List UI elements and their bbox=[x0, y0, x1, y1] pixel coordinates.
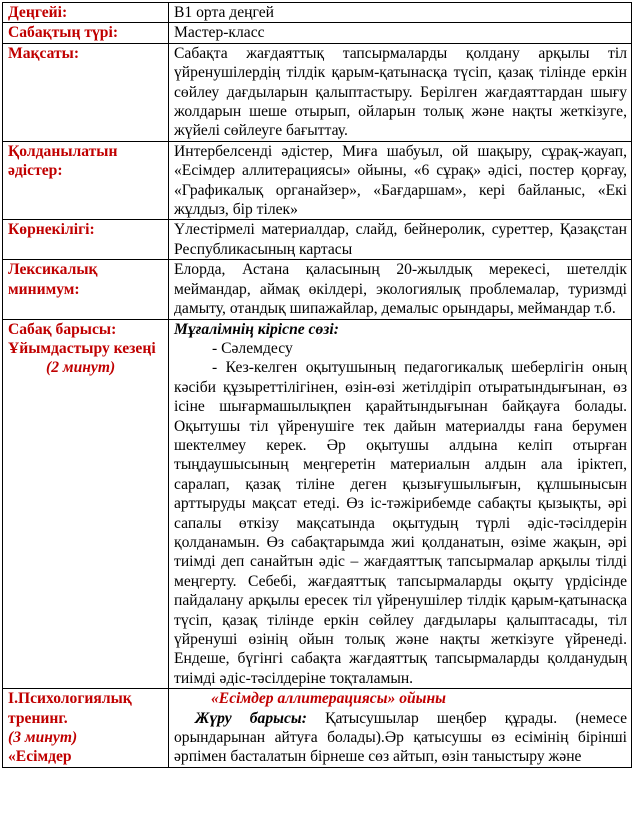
progress-time: (2 минут) bbox=[46, 359, 116, 377]
level-value: В1 орта деңгей bbox=[169, 3, 632, 23]
lesson-type-label: Сабақтың түрі: bbox=[3, 23, 169, 43]
lesson-plan-table bbox=[2, 2, 632, 768]
visuals-label: Көрнекілігі: bbox=[3, 220, 169, 260]
lexical-label: Лексикалық минимум: bbox=[3, 260, 169, 319]
row-level bbox=[3, 3, 632, 23]
row-methods bbox=[3, 141, 632, 220]
row-training bbox=[3, 689, 632, 768]
progress-content bbox=[169, 319, 632, 689]
game-procedure bbox=[174, 709, 627, 767]
training-label: І.Психологиялық тренинг. bbox=[8, 690, 132, 727]
training-content bbox=[169, 689, 632, 768]
training-time: (3 минут) bbox=[8, 729, 78, 747]
intro-body: - Кез-келген оқытушының педагогикалық шеберлігін оның кәсіби құзыреттілігінен, өзін-өзі жетілдіріп отыратындығынан, өз ісіне шығармашылықпен қарайтындығынан байқауға болады. Оқытушы тіл үйренушіге тек дайын материалды ғана берумен шектелмеу керек. Әр оқытушы алдына келіп отырған тыңдаушысының меңгеретін материалын алдын ала іріктеп, саралап, қазақ тіліне деген қызығушылығын, құлшынысын арттыруды мақсат етеді. Өз іс-тәжірибемде сабақты қызықты, әрі сапалы өткізу мақсатында оқытудың түрлі әдіс-тәсілдерін қолданамын. Өз сабақтарымда жиі қолданатын, өзіме жақын, әрі тиімді деп санайтын әдіс – жағдаяттық тапсырмалар арқылы тілді меңгерту. Себебі, жағдаяттық тапсырмаларды оқыту үрдісінде пайдалану арқылы ересек тіл үйренушілер тілдік қарым-қатынасқа түсіп, қазақ тілінде еркін сөйлеу дағдылары қалыптасады, тіл үйренуші өзінің ойын толық және нақты жеткізуге үйренеді. Ендеше, бүгінгі сабақта жағдаяттық тапсырмаларды қолданудың тиімді әдіс-тәсілдеріне тоқталамын. bbox=[174, 359, 627, 687]
row-visuals bbox=[3, 220, 632, 260]
progress-label-cell bbox=[3, 319, 169, 689]
procedure-text: Қатысушылар шеңбер құрады. (немесе орындарынан айтуға болады).Әр қатысушы өз есімінің бірінші әрпімен басталатын бірнеше сөз айтып, өзін таныстыру және bbox=[174, 709, 627, 766]
goal-value: Сабақта жағдаяттық тапсырмаларды қолдану арқылы тіл үйренушілердің тілдік қарым-қатынасқа түсіп, қазақ тілінде еркін сөйлеу дағдыларын қалыптастыру. Берілген жағдаяттардан шығу жолдарын шеше отырып, ойларын толық және нақты жеткізуге, жүйелі сөйлеуге бағыттау. bbox=[169, 43, 632, 141]
training-label-tail: «Есімдер bbox=[8, 748, 72, 766]
methods-label: Қолданылатын әдістер: bbox=[3, 141, 169, 220]
teacher-intro-heading: Мұғалімнің кіріспе сөзі: bbox=[174, 320, 339, 338]
game-title: «Есімдер аллитерациясы» ойыны bbox=[211, 690, 446, 708]
row-goal bbox=[3, 43, 632, 141]
row-progress bbox=[3, 319, 632, 689]
procedure-label: Жүру барысы: bbox=[195, 709, 307, 727]
progress-label: Сабақ барысы: Ұйымдастыру кезеңі bbox=[8, 320, 156, 357]
row-lexical bbox=[3, 260, 632, 319]
lexical-value: Елорда, Астана қаласының 20-жылдық мерекесі, шетелдік меймандар, аймақ өкілдері, экологиялық проблемалар, туризмді дамыту, отандық шипажайлар, демалыс орындары, меймандар т.б. bbox=[169, 260, 632, 319]
row-lesson-type bbox=[3, 23, 632, 43]
level-label: Деңгейі: bbox=[3, 3, 169, 23]
methods-value: Интербелсенді әдістер, Миға шабуыл, ой шақыру, сұрақ-жауап, «Есімдер аллитерациясы» ойыны, «6 сұрақ» әдісі, постер қорғау, «Графикалық органайзер», «Бағдаршам», кері байланыс, «Екі жұлдыз, бір тілек» bbox=[169, 141, 632, 220]
greeting-item: - Сәлемдесу bbox=[212, 339, 293, 357]
goal-label: Мақсаты: bbox=[3, 43, 169, 141]
lesson-type-value: Мастер-класс bbox=[169, 23, 632, 43]
training-label-cell bbox=[3, 689, 169, 768]
visuals-value: Үлестірмелі материалдар, слайд, бейнеролик, суреттер, Қазақстан Республикасының картасы bbox=[169, 220, 632, 260]
